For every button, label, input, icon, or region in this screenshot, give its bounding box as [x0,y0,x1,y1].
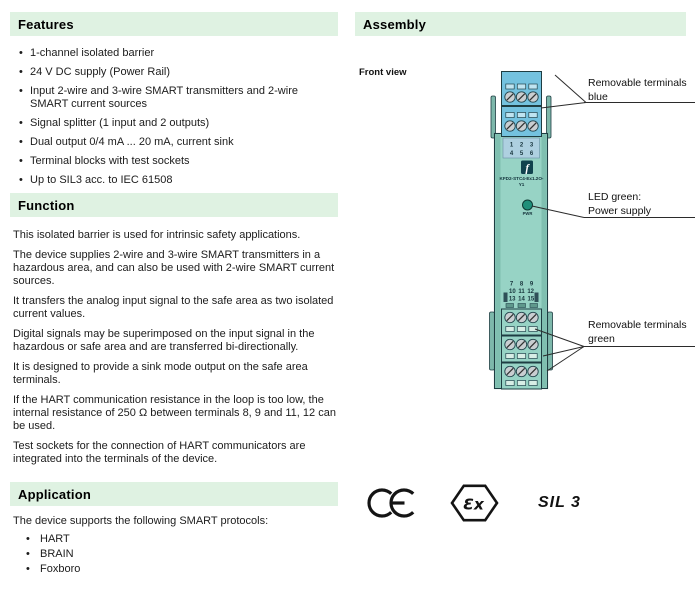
paragraph: Test sockets for the connection of HART communicators are integrated into the terminals of the device. [13,440,306,465]
terminal-numbers-bottom-row2: 10 11 12 [508,289,535,295]
paragraph: It is designed to provide a sink mode output on the safe area terminals. [13,361,308,386]
list-item: • Signal splitter (1 input and 2 outputs) [30,117,338,130]
power-led-label: PWR [522,211,533,216]
sil3-mark: SIL 3 [538,494,581,511]
device-model-line2: Y1 [518,182,525,187]
ex-mark-icon [452,486,497,520]
list-item: • Input 2-wire and 3-wire SMART transmitters and 2-wire SMART current sources [30,85,338,111]
callout-terminals-green [588,318,695,346]
function-title: Function [18,198,75,213]
paragraph: This isolated barrier is used for intrinsic safety applications. [13,229,301,241]
terminal-numbers-bottom-row1: 7 8 9 [509,281,534,288]
terminal-block-blue-top [502,72,542,106]
list-item: • 1-channel isolated barrier [30,47,338,60]
callout-line: Removable terminals [588,319,687,331]
terminal-block-green-2 [502,336,542,362]
terminal-numbers-top-row1: 1 2 3 [509,142,534,149]
terminal-numbers-top-row2: 4 5 6 [509,151,534,157]
callout-terminals-blue [588,76,695,104]
terminal-numbers-bottom-row3: 13 14 15 [508,296,535,303]
list-item: • Terminal blocks with test sockets [30,155,338,168]
paragraph: It transfers the analog input signal to the safe area as two isolated current values. [13,295,334,320]
callout-led-power [588,190,695,218]
terminal-block-green-3 [502,363,542,389]
list-item: • Dual output 0/4 mA ... 20 mA, current sink [30,136,338,149]
application-intro: The device supports the following SMART protocols: [13,515,269,527]
terminal-number-plate-top [503,138,540,158]
paragraph: The device supplies 2-wire and 3-wire SMART transmitters in a hazardous area, and can also be used with 2-wire SMART current sources. [13,249,335,287]
power-led-icon [523,200,533,216]
assembly-title: Assembly [363,17,427,32]
application-title: Application [18,487,91,502]
features-title: Features [18,17,74,32]
list-item: • Foxboro [40,563,338,576]
paragraph: Digital signals may be superimposed on the input signal in the hazardous or safe area and are transferred bi-directionally. [13,328,315,353]
list-item: • 24 V DC supply (Power Rail) [30,66,338,79]
list-item: • BRAIN [40,548,338,561]
callout-line: LED green: [588,191,642,203]
terminal-block-blue-lower [502,107,542,137]
list-item: • Up to SIL3 acc. to IEC 61508 [30,174,338,187]
logo-glyph: f [525,162,530,175]
callout-line: Removable terminals [588,77,687,89]
list-item: • HART [40,533,338,546]
callout-line: blue [588,91,608,103]
paragraph: If the HART communication resistance in the loop is too low, the internal resistance of 250 Ω between terminals 8, 9 and 11, 12 can be used. [13,394,336,432]
ex-mark-glyph: Ɛx [463,495,484,514]
device-drawing [490,72,553,390]
front-view-label: Front view [359,67,407,78]
terminal-block-green-1 [502,309,542,335]
callout-line: Power supply [588,205,652,217]
pepperl-fuchs-logo-icon [521,161,533,175]
device-model-line1: KFD2-STC4-Ex1.2O- [499,176,544,181]
callout-line: green [588,333,615,345]
ce-mark-icon [369,490,413,516]
